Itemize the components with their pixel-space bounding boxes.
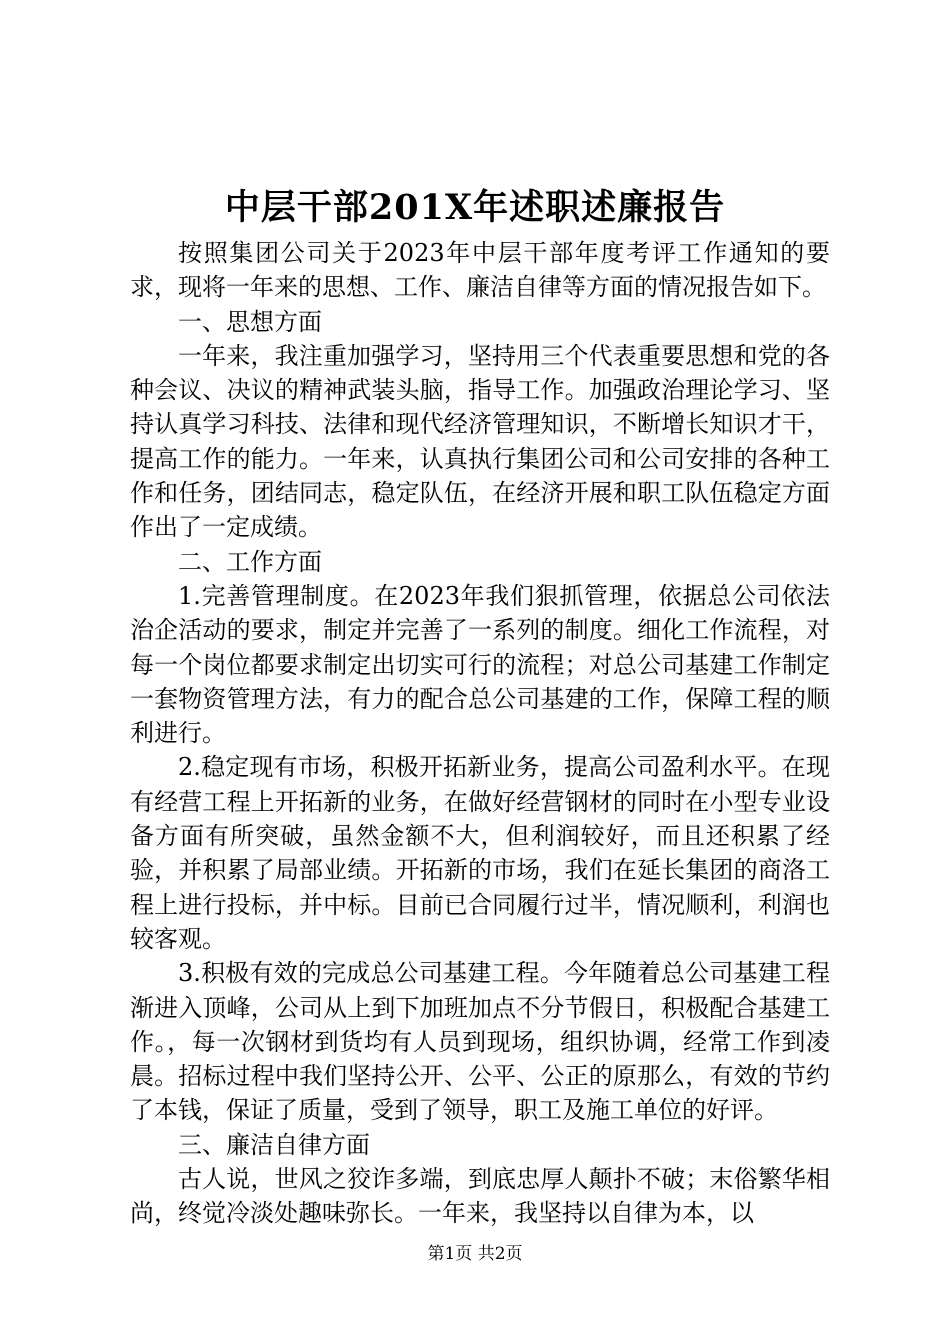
section-heading-work: 二、工作方面 [178, 547, 322, 576]
document-body [130, 236, 830, 1231]
document-title: 中层干部201X年述职述廉报告 [224, 187, 726, 228]
section-heading-integrity: 三、廉洁自律方面 [178, 1130, 370, 1159]
page-footer: 第1页 共2页 [427, 1244, 523, 1264]
paragraph-integrity: 古人说，世风之狡诈多端，到底忠厚人颠扑不破；末俗繁华相尚，终觉冷淡处趣味弥长。一年来，我坚持以自律为本，以 [130, 1165, 830, 1228]
paragraph-thought: 一年来，我注重加强学习，坚持用三个代表重要思想和党的各种会议、决议的精神武装头脑，指导工作。加强政治理论学习、坚持认真学习科技、法律和现代经济管理知识，不断增长知识才干，提高工作的能力。一年来，认真执行集团公司和公司安排的各种工作和任务，团结同志，稳定队伍，在经济开展和职工队伍稳定方面作出了一定成绩。 [130, 341, 830, 542]
section-heading-thought: 一、思想方面 [178, 307, 322, 336]
paragraph-work-2: 2.稳定现有市场，积极开拓新业务，提高公司盈利水平。在现有经营工程上开拓新的业务，在做好经营钢材的同时在小型专业设备方面有所突破，虽然金额不大，但利润较好，而且还积累了经验，并积累了局部业绩。开拓新的市场，我们在延长集团的商洛工程上进行投标，并中标。目前已合同履行过半，情况顺利，利润也较客观。 [130, 753, 830, 953]
paragraph-work-1: 1.完善管理制度。在2023年我们狠抓管理，依据总公司依法治企活动的要求，制定并完善了一系列的制度。细化工作流程，对每一个岗位都要求制定出切实可行的流程；对总公司基建工作制定一套物资管理方法，有力的配合总公司基建的工作，保障工程的顺利进行。 [130, 581, 830, 748]
paragraph-intro: 按照集团公司关于2023年中层干部年度考评工作通知的要求，现将一年来的思想、工作、廉洁自律等方面的情况报告如下。 [130, 239, 830, 302]
paragraph-work-3: 3.积极有效的完成总公司基建工程。今年随着总公司基建工程渐进入顶峰，公司从上到下加班加点不分节假日，积极配合基建工作。，每一次钢材到货均有人员到现场，组织协调，经常工作到凌晨。招标过程中我们坚持公开、公平、公正的原那么，有效的节约了本钱，保证了质量，受到了领导，职工及施工单位的好评。 [130, 959, 830, 1125]
